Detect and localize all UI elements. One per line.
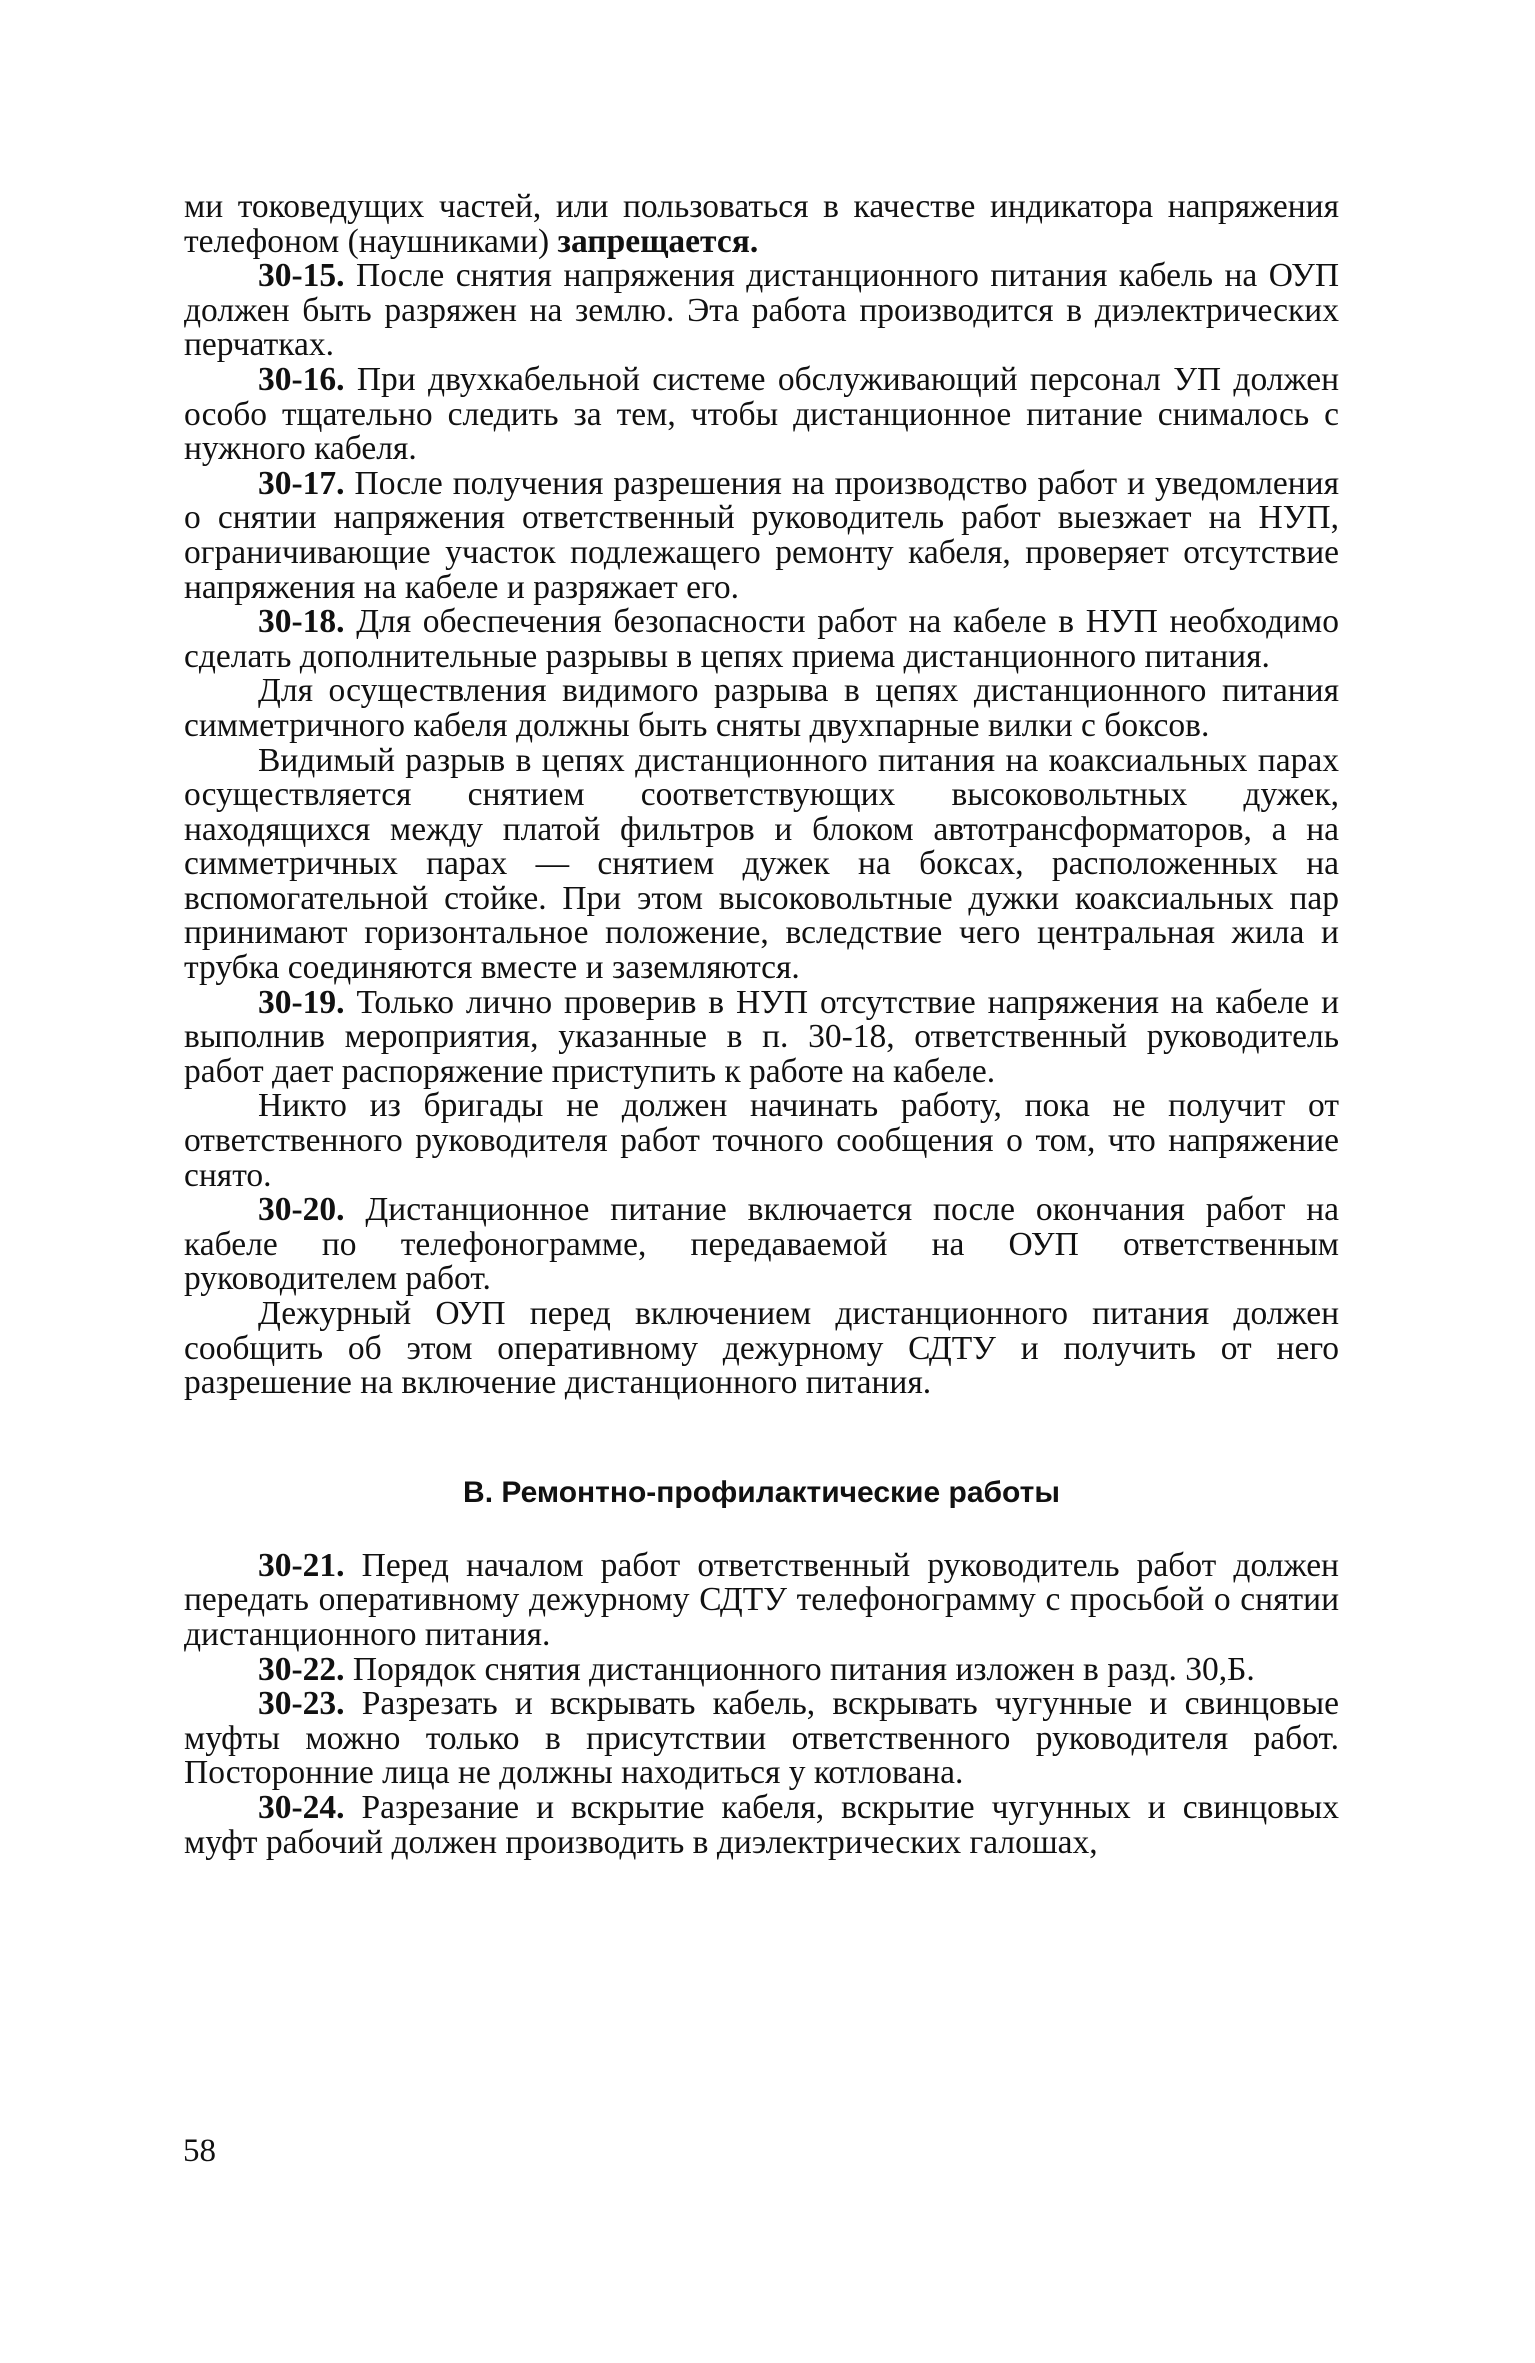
clause-number: 30-21. (258, 1546, 345, 1584)
clause-number: 30-23. (258, 1685, 345, 1723)
paragraph-30-22: 30-22. Порядок снятия дистанционного питания изложен в разд. 30,Б. (258, 1650, 1255, 1688)
paragraph-30-19: 30-19. Только лично проверив в НУП отсутствие напряжения на кабеле и выполнив мероприятия, указанные в п. 30-18, ответственный руководитель работ дает распоряжение приступить к работе на кабеле. (184, 983, 1340, 1090)
paragraph-30-17: 30-17. После получения разрешения на производство работ и уведомления о снятии напряжения ответственный руководитель работ выезжает на НУП, ограничивающие участок подлежащего ремонту кабеля, проверяет отсутствие напряжения на кабеле и разряжает его. (184, 464, 1340, 606)
section-heading: В. Ремонтно-профилактические работы (463, 1475, 1060, 1509)
clause-number: 30-15. (258, 257, 345, 295)
paragraph-30-23: 30-23. Разрезать и вскрывать кабель, вскрывать чугунные и свинцовые муфты можно только в присутствии ответственного руководителя работ. Посторонние лица не должны находиться у котлована. (184, 1685, 1340, 1792)
paragraph-30-24: 30-24. Разрезание и вскрытие кабеля, вскрытие чугунных и свинцовых муфт рабочий должен производить в диэлектрических галошах, (184, 1788, 1339, 1861)
paragraph-30-15: 30-15. После снятия напряжения дистанционного питания кабель на ОУП должен быть разряжен на землю. Эта работа производится в диэлектрических перчатках. (184, 257, 1340, 364)
paragraph-30-20: 30-20. Дистанционное питание включается после окончания работ на кабеле по телефонограмме, передаваемой на ОУП ответственным руководителем работ. (184, 1191, 1340, 1298)
paragraph-duty-officer: Дежурный ОУП перед включением дистанционного питания должен сообщить об этом оперативному дежурному СДТУ и получить от него разрешение на включение дистанционного питания. (184, 1295, 1339, 1402)
clause-number: 30-24. (258, 1788, 345, 1826)
emphasis-forbidden: запрещается. (557, 222, 759, 260)
paragraph-visible-break-coaxial: Видимый разрыв в цепях дистанционного питания на коаксиальных парах осуществляется снятием соответствующих высоковольтных дужек, находящихся между платой фильтров и блоком автотрансформаторов, а на симметричных парах — снятием дужек на боксах, расположенных на вспомогательной стойке. При этом высоковольтные дужки коаксиальных пар принимают горизонтальное положение, вследствие чего центральная жила и трубка соединяются вместе и заземляются. (184, 741, 1339, 987)
paragraph-30-16: 30-16. При двухкабельной системе обслуживающий персонал УП должен особо тщательно следить за тем, чтобы дистанционное питание снималось с нужного кабеля. (184, 360, 1339, 468)
paragraph-no-work-before-notice: Никто из бригады не должен начинать работу, пока не получит от ответственного руководителя работ точного сообщения о том, что напряжение снято. (184, 1087, 1339, 1194)
paragraph-visible-break-symmetric: Для осуществления видимого разрыва в цепях дистанционного питания симметричного кабеля должны быть сняты двухпарные вилки с боксов. (184, 672, 1339, 744)
clause-number: 30-17. (258, 464, 345, 502)
paragraph-30-18: 30-18. Для обеспечения безопасности работ на кабеле в НУП необходимо сделать дополнительные разрывы в цепях приема дистанционного питания. (184, 603, 1340, 675)
paragraph-continuation: ми токоведущих частей, или пользоваться в качестве индикатора напряжения телефоном (наушниками) запрещается. (184, 188, 1339, 260)
clause-number: 30-16. (258, 360, 345, 398)
clause-number: 30-20. (258, 1191, 345, 1229)
page-number: 58 (183, 2133, 216, 2169)
clause-number: 30-19. (258, 983, 345, 1021)
clause-number: 30-18. (258, 603, 345, 641)
paragraph-30-21: 30-21. Перед началом работ ответственный руководитель работ должен передать оперативному дежурному СДТУ телефонограмму с просьбой о снятии дистанционного питания. (184, 1546, 1339, 1653)
clause-number: 30-22. (258, 1650, 345, 1688)
body-text (184, 190, 1339, 1860)
